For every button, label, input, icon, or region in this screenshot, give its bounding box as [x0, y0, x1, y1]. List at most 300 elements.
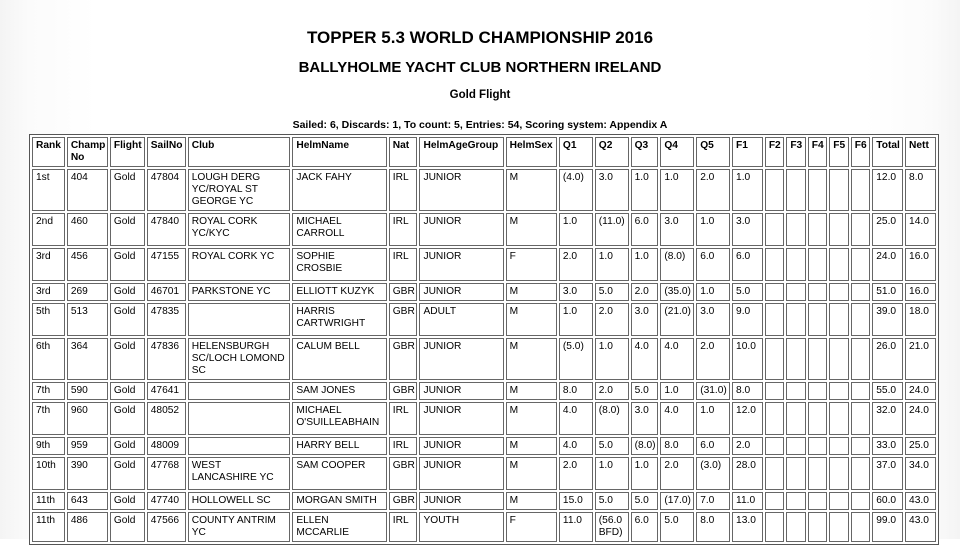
- cell-helmname: SOPHIE CROSBIE: [292, 248, 386, 281]
- cell-helmagegroup: JUNIOR: [419, 402, 503, 435]
- cell-total: 12.0: [872, 169, 903, 211]
- column-header-helmname: HelmName: [292, 137, 386, 167]
- cell-rank: 7th: [32, 402, 65, 435]
- table-row: [32, 283, 936, 301]
- cell-nat: GBR: [389, 283, 418, 301]
- cell-champ-no: 513: [67, 303, 108, 336]
- cell-q5: (31.0): [696, 382, 730, 400]
- cell-nett: 43.0: [905, 492, 936, 510]
- cell-nett: 8.0: [905, 169, 936, 211]
- cell-nett: 16.0: [905, 283, 936, 301]
- cell-q4: 4.0: [660, 402, 694, 435]
- cell-f5: [829, 338, 848, 380]
- cell-helmsex: M: [506, 213, 557, 246]
- cell-nat: GBR: [389, 492, 418, 510]
- cell-f6: [851, 338, 870, 380]
- table-row: [32, 338, 936, 380]
- cell-f2: [765, 492, 784, 510]
- cell-nat: IRL: [389, 437, 418, 455]
- cell-q2: 5.0: [595, 437, 629, 455]
- cell-helmname: SAM JONES: [292, 382, 386, 400]
- cell-helmagegroup: JUNIOR: [419, 169, 503, 211]
- table-row: [32, 303, 936, 336]
- cell-nat: IRL: [389, 213, 418, 246]
- cell-helmsex: M: [506, 382, 557, 400]
- cell-f4: [808, 382, 827, 400]
- cell-sailno: 47740: [147, 492, 186, 510]
- cell-f5: [829, 303, 848, 336]
- cell-f6: [851, 213, 870, 246]
- cell-q1: (4.0): [559, 169, 593, 211]
- cell-f3: [786, 338, 805, 380]
- cell-f6: [851, 283, 870, 301]
- cell-rank: 5th: [32, 303, 65, 336]
- cell-f5: [829, 492, 848, 510]
- cell-helmagegroup: JUNIOR: [419, 283, 503, 301]
- cell-q5: 3.0: [696, 303, 730, 336]
- cell-q2: 5.0: [595, 492, 629, 510]
- cell-rank: 1st: [32, 169, 65, 211]
- cell-helmagegroup: JUNIOR: [419, 382, 503, 400]
- cell-f4: [808, 248, 827, 281]
- cell-q2: (8.0): [595, 402, 629, 435]
- cell-champ-no: 959: [67, 437, 108, 455]
- cell-q1: 3.0: [559, 283, 593, 301]
- cell-q3: 4.0: [631, 338, 659, 380]
- column-header-q4: Q4: [660, 137, 694, 167]
- cell-q2: 1.0: [595, 248, 629, 281]
- cell-total: 51.0: [872, 283, 903, 301]
- cell-q2: 1.0: [595, 338, 629, 380]
- cell-q1: 8.0: [559, 382, 593, 400]
- cell-champ-no: 269: [67, 283, 108, 301]
- cell-helmsex: M: [506, 169, 557, 211]
- cell-f2: [765, 283, 784, 301]
- cell-total: 37.0: [872, 457, 903, 490]
- cell-champ-no: 960: [67, 402, 108, 435]
- cell-flight: Gold: [110, 248, 145, 281]
- cell-helmsex: M: [506, 437, 557, 455]
- cell-f2: [765, 437, 784, 455]
- cell-champ-no: 390: [67, 457, 108, 490]
- cell-nat: IRL: [389, 402, 418, 435]
- cell-nat: GBR: [389, 382, 418, 400]
- cell-nett: 24.0: [905, 402, 936, 435]
- flight-title: Gold Flight: [449, 89, 511, 101]
- cell-sailno: 47768: [147, 457, 186, 490]
- cell-f3: [786, 512, 805, 542]
- results-body: [32, 169, 936, 542]
- cell-helmname: MICHAEL O'SUILLEABHAIN: [292, 402, 386, 435]
- cell-champ-no: 364: [67, 338, 108, 380]
- cell-q3: (8.0): [631, 437, 659, 455]
- cell-f6: [851, 437, 870, 455]
- cell-f6: [851, 248, 870, 281]
- cell-helmsex: M: [506, 492, 557, 510]
- cell-q4: 2.0: [660, 457, 694, 490]
- page-title: TOPPER 5.3 WORLD CHAMPIONSHIP 2016: [306, 28, 654, 47]
- cell-q2: (56.0 BFD): [595, 512, 629, 542]
- cell-helmname: JACK FAHY: [292, 169, 386, 211]
- cell-f1: 5.0: [732, 283, 763, 301]
- cell-q2: 2.0: [595, 382, 629, 400]
- cell-f5: [829, 402, 848, 435]
- column-header-f5: F5: [829, 137, 848, 167]
- cell-f2: [765, 457, 784, 490]
- cell-f6: [851, 402, 870, 435]
- cell-q4: 5.0: [660, 512, 694, 542]
- column-header-flight: Flight: [110, 137, 145, 167]
- cell-total: 32.0: [872, 402, 903, 435]
- cell-sailno: 47155: [147, 248, 186, 281]
- cell-nett: 14.0: [905, 213, 936, 246]
- cell-helmname: MICHAEL CARROLL: [292, 213, 386, 246]
- cell-f6: [851, 303, 870, 336]
- cell-helmname: MORGAN SMITH: [292, 492, 386, 510]
- cell-q5: 6.0: [696, 437, 730, 455]
- cell-champ-no: 460: [67, 213, 108, 246]
- cell-total: 55.0: [872, 382, 903, 400]
- column-header-sailno: SailNo: [147, 137, 186, 167]
- cell-q1: 4.0: [559, 437, 593, 455]
- cell-f4: [808, 338, 827, 380]
- cell-nat: IRL: [389, 169, 418, 211]
- cell-club: HELENSBURGH SC/LOCH LOMOND SC: [188, 338, 291, 380]
- cell-f2: [765, 512, 784, 542]
- cell-helmagegroup: JUNIOR: [419, 213, 503, 246]
- cell-helmagegroup: YOUTH: [419, 512, 503, 542]
- cell-flight: Gold: [110, 492, 145, 510]
- cell-rank: 10th: [32, 457, 65, 490]
- cell-f1: 3.0: [732, 213, 763, 246]
- cell-helmsex: M: [506, 338, 557, 380]
- cell-q4: (21.0): [660, 303, 694, 336]
- cell-helmagegroup: ADULT: [419, 303, 503, 336]
- column-header-rank: Rank: [32, 137, 65, 167]
- cell-club: [188, 437, 291, 455]
- cell-f3: [786, 492, 805, 510]
- cell-f3: [786, 213, 805, 246]
- cell-f5: [829, 169, 848, 211]
- table-row: [32, 512, 936, 542]
- cell-flight: Gold: [110, 169, 145, 211]
- cell-f5: [829, 457, 848, 490]
- cell-club: WEST LANCASHIRE YC: [188, 457, 291, 490]
- cell-f6: [851, 169, 870, 211]
- cell-total: 33.0: [872, 437, 903, 455]
- cell-sailno: 47836: [147, 338, 186, 380]
- column-header-champ-no: Champ No: [67, 137, 108, 167]
- cell-f5: [829, 248, 848, 281]
- cell-helmname: ELLIOTT KUZYK: [292, 283, 386, 301]
- cell-nett: 25.0: [905, 437, 936, 455]
- cell-f1: 28.0: [732, 457, 763, 490]
- cell-f4: [808, 169, 827, 211]
- column-header-f1: F1: [732, 137, 763, 167]
- cell-f3: [786, 169, 805, 211]
- cell-q3: 5.0: [631, 492, 659, 510]
- column-header-f2: F2: [765, 137, 784, 167]
- cell-club: ROYAL CORK YC: [188, 248, 291, 281]
- cell-q5: 1.0: [696, 213, 730, 246]
- cell-f1: 12.0: [732, 402, 763, 435]
- cell-f3: [786, 283, 805, 301]
- cell-f4: [808, 213, 827, 246]
- table-row: [32, 437, 936, 455]
- cell-total: 25.0: [872, 213, 903, 246]
- cell-nat: GBR: [389, 338, 418, 380]
- cell-total: 24.0: [872, 248, 903, 281]
- cell-q4: 1.0: [660, 169, 694, 211]
- cell-q4: 1.0: [660, 382, 694, 400]
- column-header-q1: Q1: [559, 137, 593, 167]
- cell-club: [188, 382, 291, 400]
- cell-f4: [808, 457, 827, 490]
- table-row: [32, 492, 936, 510]
- cell-club: LOUGH DERG YC/ROYAL ST GEORGE YC: [188, 169, 291, 211]
- cell-champ-no: 486: [67, 512, 108, 542]
- table-row: [32, 457, 936, 490]
- cell-helmagegroup: JUNIOR: [419, 437, 503, 455]
- cell-f1: 6.0: [732, 248, 763, 281]
- cell-f4: [808, 283, 827, 301]
- cell-q5: 6.0: [696, 248, 730, 281]
- cell-f2: [765, 303, 784, 336]
- cell-flight: Gold: [110, 437, 145, 455]
- cell-f1: 11.0: [732, 492, 763, 510]
- cell-nat: IRL: [389, 248, 418, 281]
- cell-f1: 13.0: [732, 512, 763, 542]
- cell-helmname: HARRY BELL: [292, 437, 386, 455]
- cell-q5: 1.0: [696, 402, 730, 435]
- cell-q4: 3.0: [660, 213, 694, 246]
- cell-flight: Gold: [110, 338, 145, 380]
- cell-sailno: 47804: [147, 169, 186, 211]
- cell-f2: [765, 213, 784, 246]
- cell-total: 60.0: [872, 492, 903, 510]
- cell-helmsex: F: [506, 512, 557, 542]
- cell-club: [188, 402, 291, 435]
- cell-q4: 4.0: [660, 338, 694, 380]
- cell-f1: 8.0: [732, 382, 763, 400]
- cell-club: HOLLOWELL SC: [188, 492, 291, 510]
- cell-helmname: CALUM BELL: [292, 338, 386, 380]
- cell-f5: [829, 283, 848, 301]
- column-header-nat: Nat: [389, 137, 418, 167]
- cell-nat: GBR: [389, 303, 418, 336]
- cell-champ-no: 643: [67, 492, 108, 510]
- cell-helmagegroup: JUNIOR: [419, 338, 503, 380]
- cell-q3: 2.0: [631, 283, 659, 301]
- cell-sailno: 47641: [147, 382, 186, 400]
- cell-f1: 2.0: [732, 437, 763, 455]
- cell-rank: 11th: [32, 492, 65, 510]
- cell-q1: (5.0): [559, 338, 593, 380]
- table-row: [32, 248, 936, 281]
- cell-flight: Gold: [110, 303, 145, 336]
- cell-nat: IRL: [389, 512, 418, 542]
- cell-f3: [786, 248, 805, 281]
- cell-q3: 1.0: [631, 457, 659, 490]
- cell-q4: 8.0: [660, 437, 694, 455]
- cell-q1: 2.0: [559, 248, 593, 281]
- cell-nat: GBR: [389, 457, 418, 490]
- cell-q5: 8.0: [696, 512, 730, 542]
- cell-rank: 3rd: [32, 248, 65, 281]
- cell-q3: 3.0: [631, 402, 659, 435]
- cell-q3: 5.0: [631, 382, 659, 400]
- cell-q1: 2.0: [559, 457, 593, 490]
- cell-nett: 18.0: [905, 303, 936, 336]
- cell-q4: (35.0): [660, 283, 694, 301]
- cell-nett: 24.0: [905, 382, 936, 400]
- cell-f5: [829, 213, 848, 246]
- cell-q1: 15.0: [559, 492, 593, 510]
- cell-nett: 21.0: [905, 338, 936, 380]
- column-header-helmsex: HelmSex: [506, 137, 557, 167]
- cell-q3: 3.0: [631, 303, 659, 336]
- column-header-club: Club: [188, 137, 291, 167]
- cell-helmname: HARRIS CARTWRIGHT: [292, 303, 386, 336]
- cell-q2: 2.0: [595, 303, 629, 336]
- cell-f2: [765, 382, 784, 400]
- cell-nett: 16.0: [905, 248, 936, 281]
- cell-f4: [808, 402, 827, 435]
- cell-rank: 2nd: [32, 213, 65, 246]
- cell-f3: [786, 303, 805, 336]
- cell-total: 26.0: [872, 338, 903, 380]
- cell-total: 39.0: [872, 303, 903, 336]
- cell-q3: 6.0: [631, 512, 659, 542]
- table-row: [32, 402, 936, 435]
- cell-sailno: 47840: [147, 213, 186, 246]
- cell-f1: 9.0: [732, 303, 763, 336]
- cell-q1: 1.0: [559, 303, 593, 336]
- cell-f5: [829, 382, 848, 400]
- cell-rank: 3rd: [32, 283, 65, 301]
- cell-helmagegroup: JUNIOR: [419, 457, 503, 490]
- table-row: [32, 382, 936, 400]
- cell-f2: [765, 248, 784, 281]
- cell-f1: 10.0: [732, 338, 763, 380]
- header-row: [32, 137, 936, 167]
- cell-helmagegroup: JUNIOR: [419, 492, 503, 510]
- cell-club: PARKSTONE YC: [188, 283, 291, 301]
- cell-q1: 4.0: [559, 402, 593, 435]
- cell-f4: [808, 303, 827, 336]
- column-header-nett: Nett: [905, 137, 936, 167]
- cell-f2: [765, 338, 784, 380]
- column-header-q3: Q3: [631, 137, 659, 167]
- venue-title: BALLYHOLME YACHT CLUB NORTHERN IRELAND: [298, 59, 662, 76]
- cell-helmagegroup: JUNIOR: [419, 248, 503, 281]
- cell-f3: [786, 382, 805, 400]
- cell-sailno: 48052: [147, 402, 186, 435]
- cell-q5: 1.0: [696, 283, 730, 301]
- table-row: [32, 169, 936, 211]
- cell-rank: 6th: [32, 338, 65, 380]
- cell-sailno: 47835: [147, 303, 186, 336]
- column-header-f4: F4: [808, 137, 827, 167]
- cell-f4: [808, 512, 827, 542]
- cell-rank: 11th: [32, 512, 65, 542]
- column-header-q2: Q2: [595, 137, 629, 167]
- cell-f4: [808, 437, 827, 455]
- results-table: [29, 134, 939, 545]
- cell-f3: [786, 457, 805, 490]
- cell-sailno: 48009: [147, 437, 186, 455]
- cell-rank: 9th: [32, 437, 65, 455]
- cell-q3: 1.0: [631, 248, 659, 281]
- column-header-f3: F3: [786, 137, 805, 167]
- cell-sailno: 46701: [147, 283, 186, 301]
- cell-q2: 5.0: [595, 283, 629, 301]
- cell-flight: Gold: [110, 283, 145, 301]
- series-summary: Sailed: 6, Discards: 1, To count: 5, Entries: 54, Scoring system: Appendix A: [292, 119, 668, 131]
- cell-q3: 6.0: [631, 213, 659, 246]
- cell-f3: [786, 402, 805, 435]
- cell-sailno: 47566: [147, 512, 186, 542]
- cell-f2: [765, 402, 784, 435]
- cell-helmsex: M: [506, 402, 557, 435]
- cell-helmsex: F: [506, 248, 557, 281]
- cell-q4: (17.0): [660, 492, 694, 510]
- cell-flight: Gold: [110, 382, 145, 400]
- cell-champ-no: 456: [67, 248, 108, 281]
- cell-nett: 34.0: [905, 457, 936, 490]
- cell-nett: 43.0: [905, 512, 936, 542]
- cell-q3: 1.0: [631, 169, 659, 211]
- cell-helmsex: M: [506, 303, 557, 336]
- column-header-f6: F6: [851, 137, 870, 167]
- cell-f4: [808, 492, 827, 510]
- cell-q4: (8.0): [660, 248, 694, 281]
- cell-f6: [851, 457, 870, 490]
- cell-f2: [765, 169, 784, 211]
- column-header-total: Total: [872, 137, 903, 167]
- cell-f6: [851, 382, 870, 400]
- cell-flight: Gold: [110, 402, 145, 435]
- cell-rank: 7th: [32, 382, 65, 400]
- cell-q5: 7.0: [696, 492, 730, 510]
- cell-champ-no: 590: [67, 382, 108, 400]
- cell-flight: Gold: [110, 457, 145, 490]
- cell-q5: (3.0): [696, 457, 730, 490]
- cell-champ-no: 404: [67, 169, 108, 211]
- cell-q1: 11.0: [559, 512, 593, 542]
- column-header-q5: Q5: [696, 137, 730, 167]
- cell-club: COUNTY ANTRIM YC: [188, 512, 291, 542]
- cell-f6: [851, 512, 870, 542]
- cell-q2: 3.0: [595, 169, 629, 211]
- cell-helmsex: M: [506, 283, 557, 301]
- cell-flight: Gold: [110, 512, 145, 542]
- cell-f1: 1.0: [732, 169, 763, 211]
- cell-f6: [851, 492, 870, 510]
- cell-total: 99.0: [872, 512, 903, 542]
- cell-f5: [829, 437, 848, 455]
- cell-helmname: ELLEN MCCARLIE: [292, 512, 386, 542]
- table-row: [32, 213, 936, 246]
- cell-flight: Gold: [110, 213, 145, 246]
- cell-club: ROYAL CORK YC/KYC: [188, 213, 291, 246]
- cell-q5: 2.0: [696, 169, 730, 211]
- cell-q2: (11.0): [595, 213, 629, 246]
- cell-q1: 1.0: [559, 213, 593, 246]
- cell-club: [188, 303, 291, 336]
- cell-f5: [829, 512, 848, 542]
- cell-q2: 1.0: [595, 457, 629, 490]
